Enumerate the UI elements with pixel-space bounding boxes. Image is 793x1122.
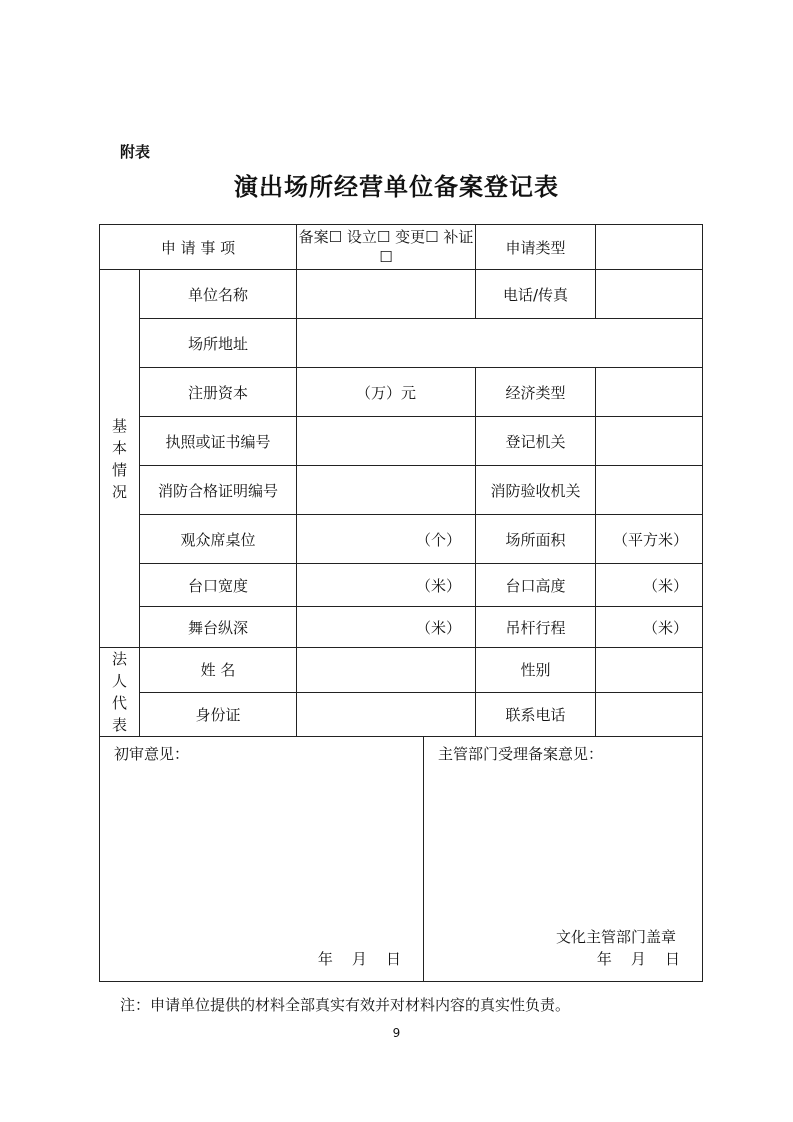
application-item-label: 申 请 事 项: [100, 225, 297, 270]
table-row: [100, 225, 703, 270]
authority-opinion-label: 主管部门受理备案意见：: [438, 745, 604, 763]
legal-rep-label: 法人代表: [111, 650, 127, 734]
economic-type-field[interactable]: [596, 368, 703, 417]
rigging-travel-label: 吊杆行程: [476, 607, 596, 648]
application-options-text: 备案☐ 设立☐ 变更☐ 补证☐: [298, 228, 474, 266]
stage-height-label: 台口高度: [476, 564, 596, 607]
preliminary-review-label: 初审意见：: [114, 745, 190, 763]
stage-width-label: 台口宽度: [140, 564, 297, 607]
stage-depth-label: 舞台纵深: [140, 607, 297, 648]
venue-area-field[interactable]: （平方米）: [596, 515, 703, 564]
stage-depth-field[interactable]: （米）: [297, 607, 476, 648]
table-row: [100, 692, 703, 737]
table-row: [100, 564, 703, 607]
phone-fax-label: 电话/传真: [476, 270, 596, 319]
economic-type-label: 经济类型: [476, 368, 596, 417]
venue-address-field[interactable]: [297, 319, 703, 368]
id-card-field[interactable]: [297, 692, 476, 737]
authority-opinion-cell[interactable]: [424, 737, 703, 982]
unit-name-field[interactable]: [297, 270, 476, 319]
application-type-field[interactable]: [596, 225, 703, 270]
table-row: [100, 319, 703, 368]
audience-seats-field[interactable]: （个）: [297, 515, 476, 564]
venue-area-label: 场所面积: [476, 515, 596, 564]
registered-capital-field[interactable]: （万）元: [297, 368, 476, 417]
preliminary-review-date: 年 月 日: [317, 950, 401, 968]
name-label: 姓 名: [140, 648, 297, 693]
table-row: [100, 515, 703, 564]
table-row: [100, 648, 703, 693]
authority-date: 年 月 日: [596, 950, 681, 968]
stage-width-field[interactable]: （米）: [297, 564, 476, 607]
fire-acceptance-authority-field[interactable]: [596, 466, 703, 515]
footnote: 注：申请单位提供的材料全部真实有效并对材料内容的真实性负责。: [120, 996, 571, 1014]
table-row: [100, 737, 703, 982]
table-row: [100, 466, 703, 515]
table-row: [100, 417, 703, 466]
application-type-label: 申请类型: [476, 225, 596, 270]
application-options[interactable]: [297, 225, 476, 270]
basic-info-group: [100, 270, 140, 648]
fire-cert-number-label: 消防合格证明编号: [140, 466, 297, 515]
unit-name-label: 单位名称: [140, 270, 297, 319]
license-number-field[interactable]: [297, 417, 476, 466]
phone-fax-field[interactable]: [596, 270, 703, 319]
registered-capital-label: 注册资本: [140, 368, 297, 417]
license-number-label: 执照或证书编号: [140, 417, 297, 466]
page-number: 9: [392, 1026, 401, 1040]
attachment-label: 附表: [120, 143, 151, 161]
preliminary-review-cell[interactable]: [100, 737, 424, 982]
table-row: [100, 270, 703, 319]
legal-rep-group: [100, 648, 140, 737]
contact-phone-field[interactable]: [596, 692, 703, 737]
page-title: 演出场所经营单位备案登记表: [234, 173, 559, 201]
table-row: [100, 368, 703, 417]
audience-seats-label: 观众席桌位: [140, 515, 297, 564]
id-card-label: 身份证: [140, 692, 297, 737]
registration-authority-field[interactable]: [596, 417, 703, 466]
fire-acceptance-authority-label: 消防验收机关: [476, 466, 596, 515]
registration-authority-label: 登记机关: [476, 417, 596, 466]
stage-height-field[interactable]: （米）: [596, 564, 703, 607]
basic-info-label: 基本情况: [111, 416, 127, 501]
table-row: [100, 607, 703, 648]
gender-label: 性别: [476, 648, 596, 693]
name-field[interactable]: [297, 648, 476, 693]
contact-phone-label: 联系电话: [476, 692, 596, 737]
registration-form-table: [99, 224, 703, 982]
venue-address-label: 场所地址: [140, 319, 297, 368]
authority-stamp-label: 文化主管部门盖章: [556, 928, 677, 946]
rigging-travel-field[interactable]: （米）: [596, 607, 703, 648]
gender-field[interactable]: [596, 648, 703, 693]
fire-cert-number-field[interactable]: [297, 466, 476, 515]
